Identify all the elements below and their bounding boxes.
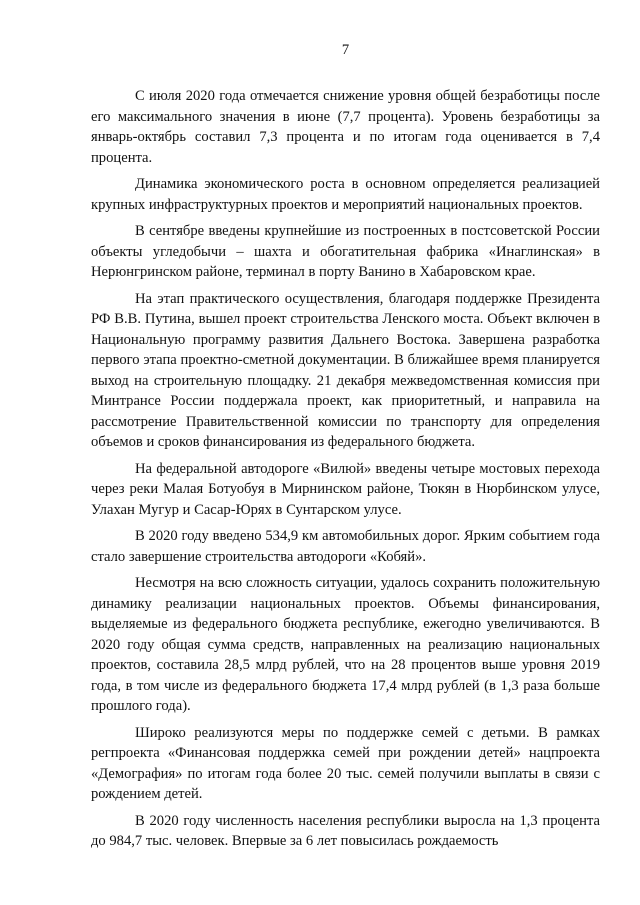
paragraph-coal-mining: В сентябре введены крупнейшие из построенных в постсоветской России объекты угледобычи – шахта и обогатительная фабрика «Инаглинская» в Нерюнгринском районе, терминал в порту Ванино в Хабаровском крае. <box>91 223 600 280</box>
paragraph-population: В 2020 году численность населения республики выросла на 1,3 процента до 984,7 тыс. человек. Впервые за 6 лет повысилась рождаемость <box>91 812 600 849</box>
paragraph-lena-bridge: На этап практического осуществления, благодаря поддержке Президента РФ В.В. Путина, вышел проект строительства Ленского моста. Объект включен в Национальную программу развития Дальнего Востока. Завершена разработка первого этапа проектно-сметной документации. В ближайшее время планируется выход на строительную площадку. 21 декабря межведомственная комиссия при Минтрансе России поддержала проект, как приоритетный, и направила на рассмотрение Правительственной комиссии по транспорту для определения объемов и сроков финансирования из федерального бюджета. <box>91 290 600 450</box>
paragraph-national-projects: Несмотря на всю сложность ситуации, удалось сохранить положительную динамику реализации национальных проектов. Объемы финансирования, выделяемые из федерального бюджета республике, ежегодно увеличиваются. В 2020 году общая сумма средств, направленных на реализацию национальных проектов, составила 28,5 млрд рублей, что на 28 процентов выше уровня 2019 года, в том числе из федерального бюджета 17,4 млрд рублей (в 1,3 раза больше прошлого года). <box>91 575 600 714</box>
paragraph-economic-growth: Динамика экономического роста в основном определяется реализацией крупных инфраструктурных проектов и мероприятий национальных проектов. <box>91 176 600 213</box>
paragraph-roads: В 2020 году введено 534,9 км автомобильных дорог. Ярким событием года стало завершение строительства автодороги «Кобяй». <box>91 528 600 565</box>
page-number: 7 <box>341 42 350 58</box>
paragraph-viluy-highway: На федеральной автодороге «Вилюй» введены четыре мостовых перехода через реки Малая Ботуобуя в Мирнинском районе, Тюкян в Нюрбинском улусе, Улахан Мугур и Сасар-Юрях в Сунтарском улусе. <box>91 460 600 518</box>
paragraph-family-support: Широко реализуются меры по поддержке семей с детьми. В рамках регпроекта «Финансовая поддержка семей при рождении детей» нацпроекта «Демография» по итогам года более 20 тыс. семей получили выплаты в связи с рождением детей. <box>91 724 600 802</box>
paragraph-unemployment: С июля 2020 года отмечается снижение уровня общей безработицы после его максимального значения в июне (7,7 процента). Уровень безработицы за январь-октябрь составил 7,3 процента и по итогам года оценивается в 7,4 процента. <box>91 88 600 166</box>
